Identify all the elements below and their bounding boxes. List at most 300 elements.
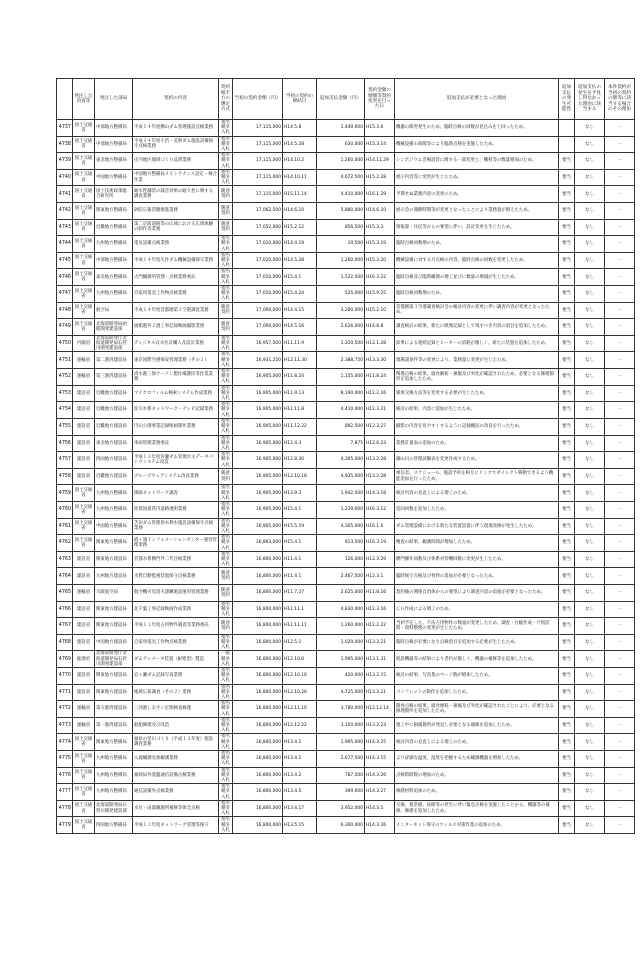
price-cell: 17,000,000 [233,319,283,336]
office-cell: 建設省 [73,452,95,469]
table-row [57,402,635,419]
change-date-cell: H12.3.1 [365,568,395,585]
table-row [57,634,635,651]
content-cell: 耐水性舗装の減音効果の耐久性に関する調査業務 [133,186,219,203]
dept-cell: 関東地方建設局 [95,618,133,635]
flag-a-cell [559,136,575,153]
office-cell: 国土交通省 [73,186,95,203]
row-number: 4738 [57,136,73,153]
content-cell: 庄内地区地域づくり品質業務 [133,153,219,170]
flag-a-cell: 要当 [559,269,575,286]
dept-cell: 九州地方整備局 [95,286,133,303]
price-cell: 16,800,000 [233,767,283,784]
change-date-cell: H12.6.23 [365,435,395,452]
date-cell: H14.5.8 [283,120,317,137]
table-row [57,568,635,585]
dept-cell: 中部地方整備局 [95,252,133,269]
dept-cell: 中国地方整備局 [95,518,133,535]
reason-cell: 検討内容の見直しによる増工のため。 [395,485,559,502]
header-a: 追加支払の発生可能性 [559,79,575,120]
content-cell: 地域広報調査（その２）業務 [133,684,219,701]
reason-cell: 業務計量表の追加のため。 [395,435,559,452]
content-cell: 水位・雨量観測所補修等保全点検 [133,800,219,817]
reason-cell: 臨時保守点検及び材料の追加が必要となったため。 [395,568,559,585]
add-cell: 787,500 [317,767,365,784]
table-row [57,468,635,485]
price-cell: 16,800,000 [233,651,283,668]
flag-b-cell: なし [575,286,605,303]
add-cell: 892,500 [317,418,365,435]
date-cell: H15.4.1 [283,269,317,286]
flag-b-cell: なし [575,485,605,502]
row-number: 4779 [57,817,73,834]
flag-c-cell: － [605,651,635,668]
flag-a-cell: 要当 [559,302,575,319]
date-cell: H12.12.22 [283,717,317,734]
content-cell: 函館港外２港工事記録映画撮影業務 [133,319,219,336]
price-cell: 16,800,000 [233,568,283,585]
flag-a-cell: 要当 [559,352,575,369]
office-cell: 国土交通省 [73,153,95,170]
content-cell: 霞ヶ浦インフォメーションセンター運営管理業務 [133,535,219,552]
add-cell: 856,500 [317,219,365,236]
row-number: 4743 [57,219,73,236]
price-cell: 16,800,000 [233,701,283,718]
date-cell: H14.5.28 [283,136,317,153]
table-row [57,584,635,601]
dept-cell: 関東地方整備局 [95,734,133,751]
price-cell: 16,905,000 [233,369,283,386]
add-cell: 4,830,000 [317,601,365,618]
flag-c-cell: － [605,701,635,718]
add-cell: 525,000 [317,286,365,303]
dept-cell: 東北地方整備局 [95,153,133,170]
content-cell: 清水港三保ケーソン製作場護岸等作業業務 [133,369,219,386]
date-cell: H13.4.2 [283,767,317,784]
dept-cell: 関東地方建設局 [95,667,133,684]
flag-b-cell: なし [575,335,605,352]
flag-b-cell: なし [575,302,605,319]
dept-cell: 国土技術政策総合研究所 [95,186,133,203]
row-number: 4750 [57,335,73,352]
flag-a-cell: 要当 [559,335,575,352]
dept-cell: 九州地方整備局 [95,501,133,518]
office-cell: 建設省 [73,551,95,568]
flag-a-cell: 要当 [559,319,575,336]
office-cell: 建設省 [73,601,95,618]
method-cell: 指名競争入札 [219,601,233,618]
office-cell: 国土交通省 [73,817,95,834]
flag-a-cell: 要当 [559,435,575,452]
add-cell: 2,467,500 [317,568,365,585]
date-cell: H11.4.1 [283,551,317,568]
content-cell: 砂防広報活動推進業務 [133,203,219,220]
flag-c-cell: － [605,535,635,552]
date-cell: H11.11.9 [283,335,317,352]
row-number: 4739 [57,153,73,170]
flag-a-cell: 要当 [559,784,575,801]
flag-c-cell: － [605,551,635,568]
flag-c-cell: － [605,203,635,220]
method-cell: 指名競争入札 [219,369,233,386]
office-cell: 国土交通省 [73,286,95,303]
method-cell: 随意契約 [219,468,233,485]
change-date-cell: H12.3.16 [365,601,395,618]
content-cell: 平成１３年度ネットワーク管理等保守 [133,817,219,834]
method-cell: 指名競争入札 [219,385,233,402]
price-cell: 16,905,000 [233,418,283,435]
flag-b-cell: なし [575,136,605,153]
price-cell: 16,800,000 [233,551,283,568]
date-cell: H11.4.1 [283,568,317,585]
row-number: 4759 [57,485,73,502]
content-cell: 平成１４年度矢作ダム機械設備保守業務 [133,252,219,269]
flag-b-cell: なし [575,734,605,751]
flag-b-cell: なし [575,269,605,286]
dept-cell: 四国地方建設局 [95,452,133,469]
office-cell: 国土交通省 [73,501,95,518]
method-cell: 指名競争入札 [219,352,233,369]
flag-a-cell: 要当 [559,169,575,186]
flag-b-cell: なし [575,634,605,651]
office-cell: 国土交通省 [73,767,95,784]
flag-c-cell: － [605,252,635,269]
add-cell: 1,239,000 [317,501,365,518]
change-date-cell: H15.3.14 [365,136,395,153]
change-date-cell: H13.3.21 [365,634,395,651]
office-cell: 国土交通省 [73,269,95,286]
content-cell: 平成１４年度小渋・美和ダム施設設備保守点検業務 [133,136,219,153]
dept-cell: 関東地方建設局 [95,551,133,568]
table-row [57,186,635,203]
reason-cell: 交換、異常値、故障等の発生に伴い緊急点検を実施したことから、機器等の補修、修繕を追加したため。 [395,800,559,817]
header-content: 契約の内容 [133,79,219,120]
content-cell: 航空機火災消火訓練施設運用管理業務 [133,584,219,601]
flag-c-cell: － [605,485,635,502]
row-number: 4751 [57,352,73,369]
method-cell: 指名競争入札 [219,418,233,435]
add-cell: 913,500 [317,535,365,552]
change-date-cell: H14.8.8 [365,319,395,336]
reason-cell: 結果による連続記録とヒーターの消耗が激しく、新たに装置を追加したため。 [395,335,559,352]
table-row [57,136,635,153]
price-cell: 16,905,000 [233,452,283,469]
flag-a-cell: 要当 [559,717,575,734]
flag-b-cell: なし [575,584,605,601]
flag-a-cell: 要当 [559,418,575,435]
flag-b-cell: なし [575,402,605,419]
table-row [57,236,635,253]
flag-b-cell: なし [575,352,605,369]
flag-a-cell: 要当 [559,651,575,668]
content-cell: 福祉の里川づくり（平成１３年度）施設調査業務 [133,734,219,751]
content-cell: 船舶修理及び改造 [133,717,219,734]
office-cell: 運輸省 [73,352,95,369]
flag-c-cell: － [605,402,635,419]
table-row [57,751,635,768]
price-cell: 16,957,500 [233,335,283,352]
table-row [57,535,635,552]
row-number: 4772 [57,701,73,718]
flag-c-cell: － [605,452,635,469]
reason-cell: 首都圏第３空港調査検討会の検討内容の変更に伴い調査内容が変更となったため。 [395,302,559,319]
content-cell: 東京国際空港保安管理業務（その２） [133,352,219,369]
content-cell: 官ヶ瀬ダム記録写真業務 [133,667,219,684]
reason-cell: 臨時点検回数増のため。 [395,286,559,303]
table-row [57,667,635,684]
flag-a-cell: 要当 [559,734,575,751]
content-cell: 苫田ダム管理用水利水施設設備保守点検業務 [133,518,219,535]
header-date: 当初の契約の締結日 [283,79,317,120]
method-cell: 指名競争入札 [219,535,233,552]
reason-cell: 機械設備に対する月点検の内容、臨時点検の回数を変更したため。 [395,252,559,269]
date-cell: H12.10.16 [283,667,317,684]
office-cell: 建設省 [73,568,95,585]
content-cell: 車両管理業務委託 [133,435,219,452]
reason-cell: 当初予定した、不法占用物件の数量が変更したため、調査・台帳作成・戸別訪問・資料整理の変更が生じたため。 [395,618,559,635]
change-date-cell: H11.8.16 [365,584,395,601]
price-cell: 16,800,000 [233,817,283,834]
flag-c-cell: － [605,618,635,635]
table-row [57,169,635,186]
price-cell: 17,115,000 [233,186,283,203]
dept-cell: 中国地方整備局 [95,169,133,186]
price-cell: 16,905,000 [233,468,283,485]
flag-b-cell: なし [575,784,605,801]
date-cell: H13.4.2 [283,734,317,751]
content-cell: 大門観測所管理・点検業務委託 [133,269,219,286]
dept-cell: 九州地方整備局 [95,236,133,253]
add-cell: 2,388,750 [317,352,365,369]
contract-table [56,78,635,834]
row-number: 4753 [57,385,73,402]
flag-b-cell: なし [575,369,605,386]
price-cell: 17,010,000 [233,252,283,269]
date-cell: H13.4.17 [283,800,317,817]
method-cell: 一般競争入札 [219,651,233,668]
flag-a-cell: 要当 [559,203,575,220]
add-cell: 1,029,000 [317,634,365,651]
flag-c-cell: － [605,319,635,336]
flag-a-cell: 要当 [559,518,575,535]
flag-b-cell: なし [575,800,605,817]
dept-cell: 九州地方整備局 [95,751,133,768]
date-cell: H11.9.13 [283,385,317,402]
method-cell: 指名競争入札 [219,684,233,701]
add-cell: 4,725,000 [317,684,365,701]
change-date-cell: H13.1.31 [365,651,395,668]
reason-cell: 情報量・住民等からの要望に伴い、設計変更を生じたため。 [395,219,559,236]
change-date-cell: H12.3.21 [365,402,395,419]
dept-cell: 近畿地方建設局 [95,418,133,435]
date-cell: H15.4.1 [283,501,317,518]
dept-cell: 関東地方建設局 [95,601,133,618]
office-cell: 建設省 [73,435,95,452]
reason-cell: 関係点検の結果、腐食解析・損傷及び劣化が確認されたため、必要となる修理箇所を追加したため。 [395,369,559,386]
reason-cell: 臨時点検及び臨時観測の増工並びに数量の増減が生じたため。 [395,269,559,286]
reason-cell: 調査検討の結果、新たに映像記録として残すべき内容の項目を追加したため。 [395,319,559,336]
row-number: 4778 [57,800,73,817]
method-cell: 指名競争入札 [219,817,233,834]
change-date-cell: H15.3.19 [365,236,395,253]
dept-cell: 北海道開発局函館開発建設部 [95,319,133,336]
flag-b-cell: なし [575,203,605,220]
change-date-cell: H14.6.10 [365,203,395,220]
price-cell: 17,115,000 [233,153,283,170]
flag-a-cell: 要当 [559,800,575,817]
price-cell: 17,052,000 [233,219,283,236]
row-number: 4744 [57,236,73,253]
office-cell: 運輸省 [73,369,95,386]
flag-c-cell: － [605,717,635,734]
row-number: 4760 [57,501,73,518]
flag-c-cell: － [605,286,635,303]
office-cell: 総理府 [73,651,95,668]
dept-cell: 第五港湾建設局 [95,701,133,718]
flag-a-cell: 要当 [559,601,575,618]
date-cell: H15.11.14 [283,186,317,203]
price-cell: 16,800,000 [233,734,283,751]
flag-a-cell: 要当 [559,667,575,684]
table-row [57,485,635,502]
table-row [57,734,635,751]
content-cell: 福岡局外基盤通信設備点検業務 [133,767,219,784]
change-date-cell: H16.3.19 [365,535,395,552]
date-cell: H12.10.18 [283,468,317,485]
row-number: 4774 [57,734,73,751]
flag-b-cell: なし [575,219,605,236]
flag-a-cell: 要当 [559,568,575,585]
add-cell: 2,616,000 [317,319,365,336]
office-cell: 国土交通省 [73,120,95,137]
reason-cell: 横門操作回数及び休系対待機回数に変更が生じたため。 [395,551,559,568]
flag-c-cell: － [605,435,635,452]
add-cell: 4,672,500 [317,169,365,186]
flag-b-cell: なし [575,120,605,137]
table-row [57,302,635,319]
dept-cell: 関東地方整備局 [95,535,133,552]
date-cell: H14.6.10 [283,203,317,220]
row-number: 4766 [57,601,73,618]
change-date-cell: H12.1.28 [365,335,395,352]
reason-cell: パンフレットの制作を追加したため。 [395,684,559,701]
flag-a-cell: 要当 [559,468,575,485]
date-cell: H14.5.16 [283,319,317,336]
price-cell: 16,800,000 [233,800,283,817]
table-row [57,219,635,236]
date-cell: H15.4.1 [283,535,317,552]
office-cell: 国土交通省 [73,203,95,220]
add-cell: 1,522,500 [317,269,365,286]
flag-a-cell: 要当 [559,684,575,701]
dept-cell: 航空局 [95,302,133,319]
flag-c-cell: － [605,169,635,186]
office-cell: 運輸省 [73,701,95,718]
method-cell: 指名競争入札 [219,767,233,784]
date-cell: H11.8.24 [283,369,317,386]
date-cell: H12.5.1 [283,634,317,651]
dept-cell: 近畿地方建設局 [95,385,133,402]
flag-c-cell: － [605,153,635,170]
office-cell: 国土交通省 [73,169,95,186]
flag-a-cell: 要当 [559,186,575,203]
content-cell: 北千葉工事記録映画作成業務 [133,601,219,618]
office-cell: 国土交通省 [73,751,95,768]
office-cell: 国土交通省 [73,136,95,153]
method-cell: 随意契約 [219,568,233,585]
price-cell: 16,905,000 [233,385,283,402]
price-cell: 16,800,000 [233,618,283,635]
table-row [57,319,635,336]
content-cell: 平成１２年度宮瀬ダム管理水文データバンクシステム改造 [133,452,219,469]
row-number: 4773 [57,717,73,734]
method-cell: 指名競争入札 [219,501,233,518]
flag-a-cell: 要当 [559,535,575,552]
change-date-cell: H15.3.3 [365,219,395,236]
dept-cell: 関東地方整備局 [95,203,133,220]
header-b: 追加支払の発生を予見し得なかった理由に該当する [575,79,605,120]
price-cell: 16,800,000 [233,751,283,768]
dept-cell: 四国地方整備局 [95,817,133,834]
row-number: 4762 [57,535,73,552]
flag-c-cell: － [605,186,635,203]
table-row [57,153,635,170]
flag-b-cell: なし [575,252,605,269]
change-date-cell: H13.2.28 [365,468,395,485]
office-cell: 運輸省 [73,717,95,734]
method-cell: 随意契約 [219,203,233,220]
dept-cell: 九州地方整備局 [95,784,133,801]
table-row [57,286,635,303]
table-row [57,601,635,618]
flag-c-cell: － [605,634,635,651]
flag-b-cell: なし [575,452,605,469]
add-cell: 1,310,500 [317,335,365,352]
add-cell: 4,410,000 [317,186,365,203]
add-cell: 4,410,000 [317,402,365,419]
add-cell: 2,625,000 [317,584,365,601]
date-cell: H14.5.28 [283,252,317,269]
change-date-cell: H14.3.18 [365,485,395,502]
reason-cell: より詳細な温度、湿度を把握するため観測機器を増加したため。 [395,751,559,768]
price-cell: 16,905,000 [233,485,283,502]
date-cell: H14.10.2 [283,153,317,170]
flag-c-cell: － [605,120,635,137]
office-cell: 建設省 [73,684,95,701]
reason-cell: 予期せぬ業務内容の変更のため。 [395,186,559,203]
office-cell: 建設省 [73,402,95,419]
header-office: 発注した府省等 [73,79,95,120]
flag-c-cell: － [605,468,635,485]
dept-cell: 近畿地方建設局 [95,402,133,419]
date-cell: H14.10.11 [283,169,317,186]
flag-b-cell: なし [575,667,605,684]
table-row [57,767,635,784]
price-cell: 16,800,000 [233,717,283,734]
add-cell: 1,260,000 [317,618,365,635]
reason-cell: 検討内容の見直しによる増工のため。 [395,734,559,751]
content-cell: ダムテレメータ装置（耐寒型）製造 [133,651,219,668]
date-cell: H11.7.27 [283,584,317,601]
row-number: 4767 [57,618,73,635]
flag-c-cell: － [605,236,635,253]
reason-cell: 点検時間数の増加のため。 [395,767,559,784]
flag-a-cell: 要当 [559,501,575,518]
dept-cell: 九州地方整備局 [95,485,133,502]
flag-b-cell: なし [575,501,605,518]
add-cell: 4,305,000 [317,452,365,469]
header-c: 本件契約が当初の契約の額等に該当する場合のその理由 [605,79,635,120]
